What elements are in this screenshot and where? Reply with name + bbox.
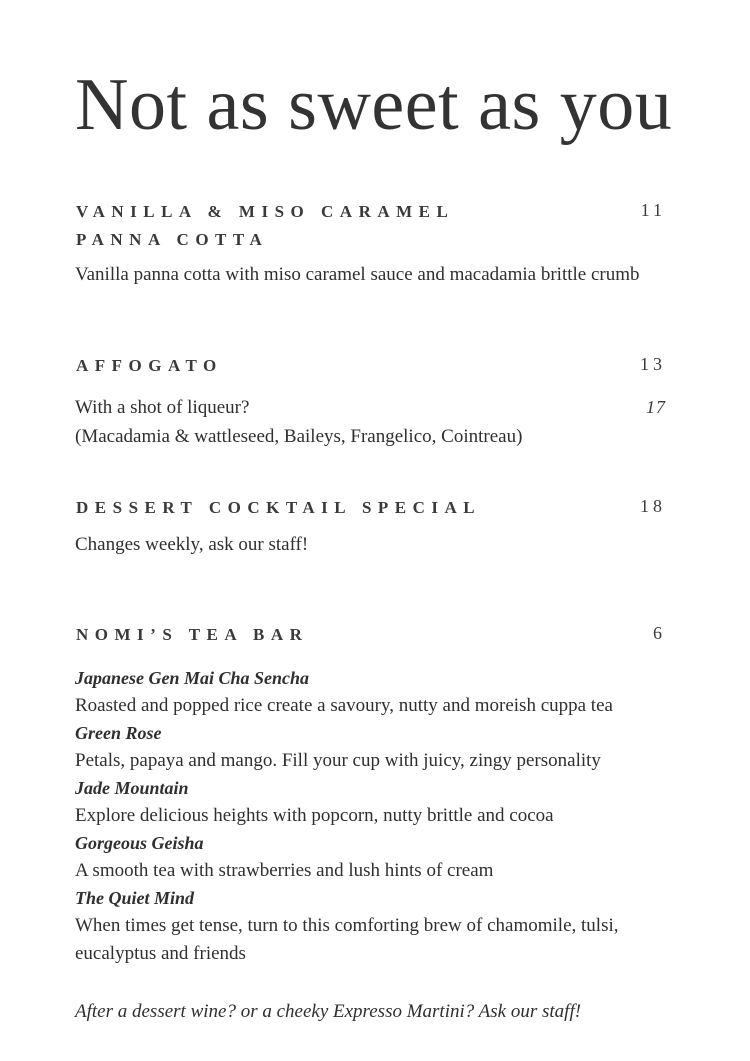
tea-description: Petals, papaya and mango. Fill your cup with juicy, zingy personality [75, 750, 601, 771]
menu-item-price: 18 [640, 496, 666, 516]
menu-item-addon-options: (Macadamia & wattleseed, Baileys, Frangelico, Cointreau) [75, 426, 523, 447]
menu-item-addon-price: 17 [646, 397, 666, 417]
tea-name: Gorgeous Geisha [75, 833, 204, 853]
menu-item-name-line2: PANNA COTTA [76, 230, 269, 249]
tea-description: When times get tense, turn to this comforting brew of chamomile, tulsi, eucalyptus and friends [75, 915, 619, 964]
tea-name: Jade Mountain [75, 778, 189, 798]
tea-list [75, 665, 655, 968]
tea-name: The Quiet Mind [75, 888, 195, 908]
menu-item-name: DESSERT COCKTAIL SPECIAL [76, 498, 482, 517]
menu-item-price: 11 [640, 200, 666, 220]
tea-name: Japanese Gen Mai Cha Sencha [75, 668, 310, 688]
tea-description: Roasted and popped rice create a savoury, nutty and moreish cuppa tea [75, 695, 613, 716]
tea-bar-price: 6 [653, 623, 666, 643]
page-title: Not as sweet as you [75, 64, 673, 146]
menu-item-description: Vanilla panna cotta with miso caramel sauce and macadamia brittle crumb [75, 264, 640, 285]
tea-name: Green Rose [75, 723, 162, 743]
tea-bar-heading: NOMI’S TEA BAR [76, 625, 309, 644]
menu-item-description: Changes weekly, ask our staff! [75, 534, 309, 555]
menu-item-price: 13 [640, 354, 666, 374]
tea-description: A smooth tea with strawberries and lush hints of cream [75, 860, 494, 881]
footer-note: After a dessert wine? or a cheeky Expresso Martini? Ask our staff! [75, 1001, 582, 1022]
menu-item-heading [76, 198, 666, 254]
menu-item-name-line1: VANILLA & MISO CARAMEL [76, 202, 455, 221]
menu-item-addon: With a shot of liqueur? [75, 397, 250, 418]
tea-description: Explore delicious heights with popcorn, nutty brittle and cocoa [75, 805, 554, 826]
menu-item-name: AFFOGATO [76, 356, 223, 375]
